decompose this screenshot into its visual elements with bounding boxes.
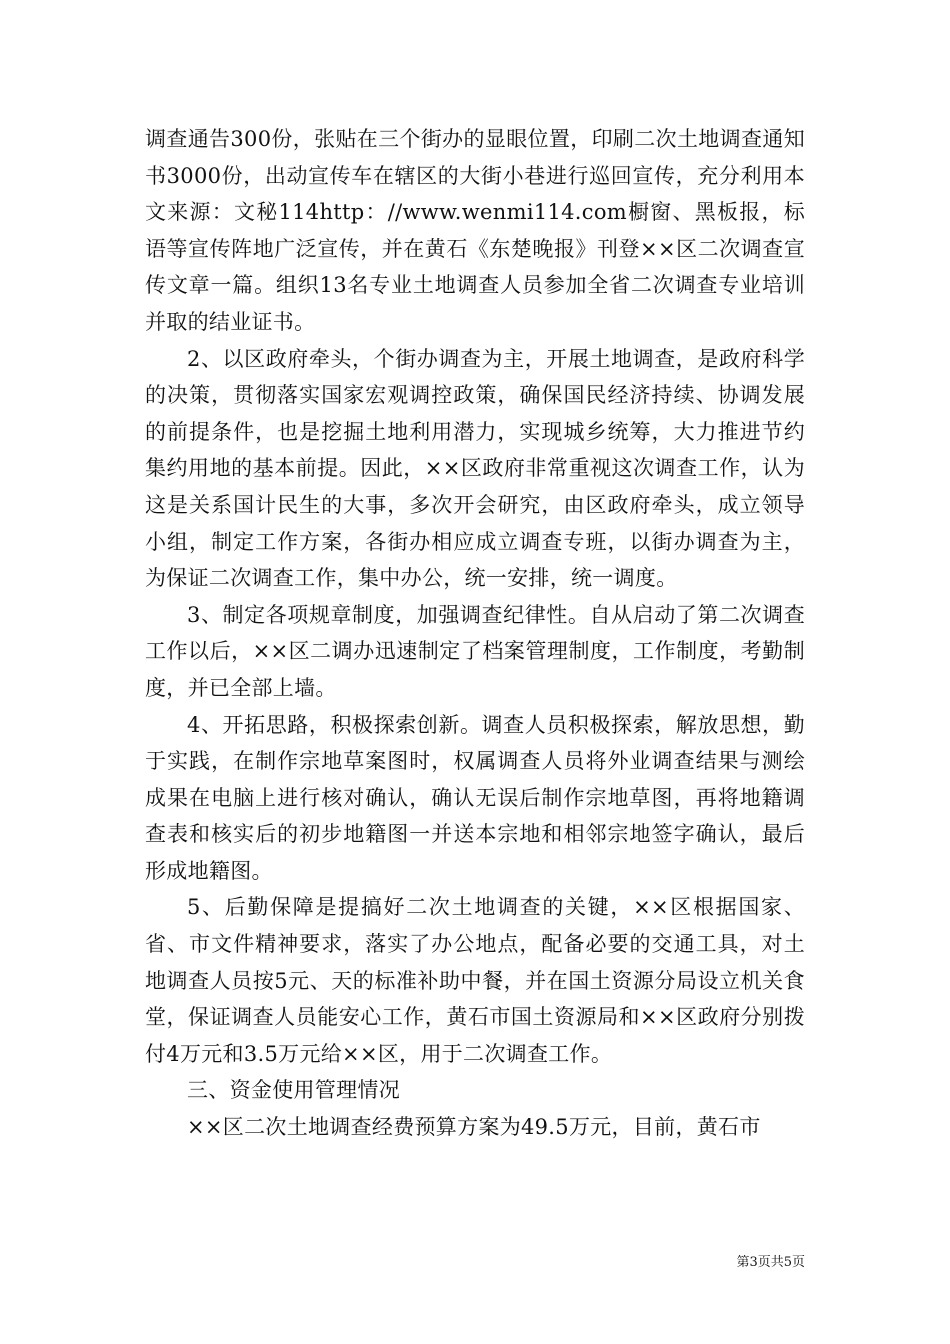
paragraph-2: 2、以区政府牵头，个街办调查为主，开展土地调查，是政府科学的决策，贯彻落实国家宏观调控政策，确保国民经济持续、协调发展的前提条件，也是挖掘土地利用潜力，实现城乡统筹，大力推进节约集约用地的基本前提。因此，××区政府非常重视这次调查工作，认为这是关系国计民生的大事，多次开会研究，由区政府牵头，成立领导小组，制定工作方案，各街办相应成立调查专班，以街办调查为主，为保证二次调查工作，集中办公，统一安排，统一调度。: [145, 346, 805, 591]
paragraph-5: 5、后勤保障是提搞好二次土地调查的关键，××区根据国家、省、市文件精神要求，落实了办公地点，配备必要的交通工具，对土地调查人员按5元、天的标准补助中餐，并在国土资源分局设立机关食堂，保证调查人员能安心工作，黄石市国土资源局和××区政府分别拨付4万元和3.5万元给××区，用于二次调查工作。: [145, 895, 805, 1066]
section-heading: 三、资金使用管理情况: [187, 1078, 400, 1103]
page-number: 第3页共5页: [736, 1255, 805, 1270]
paragraph-3: 3、制定各项规章制度，加强调查纪律性。自从启动了第二次调查工作以后，××区二调办迅速制定了档案管理制度，工作制度，考勤制度，并已全部上墙。: [145, 602, 805, 700]
paragraph-1: 调查通告300份，张贴在三个街办的显眼位置，印刷二次土地调查通知书3000份，出动宣传车在辖区的大街小巷进行巡回宣传，充分利用本文来源：文秘114http：//www.wenmi114.com橱窗、黑板报，标语等宣传阵地广泛宣传，并在黄石《东楚晚报》刊登××区二次调查宣传文章一篇。组织13名专业土地调查人员参加全省二次调查专业培训并取的结业证书。: [145, 127, 805, 334]
paragraph-6: ××区二次土地调查经费预算方案为49.5万元，目前，黄石市: [187, 1115, 761, 1140]
paragraph-4: 4、开拓思路，积极探索创新。调查人员积极探索，解放思想，勤于实践，在制作宗地草案图时，权属调查人员将外业调查结果与测绘成果在电脑上进行核对确认，确认无误后制作宗地草图，再将地籍调查表和核实后的初步地籍图一并送本宗地和相邻宗地签字确认，最后形成地籍图。: [145, 712, 805, 883]
document-body: [145, 121, 805, 1146]
